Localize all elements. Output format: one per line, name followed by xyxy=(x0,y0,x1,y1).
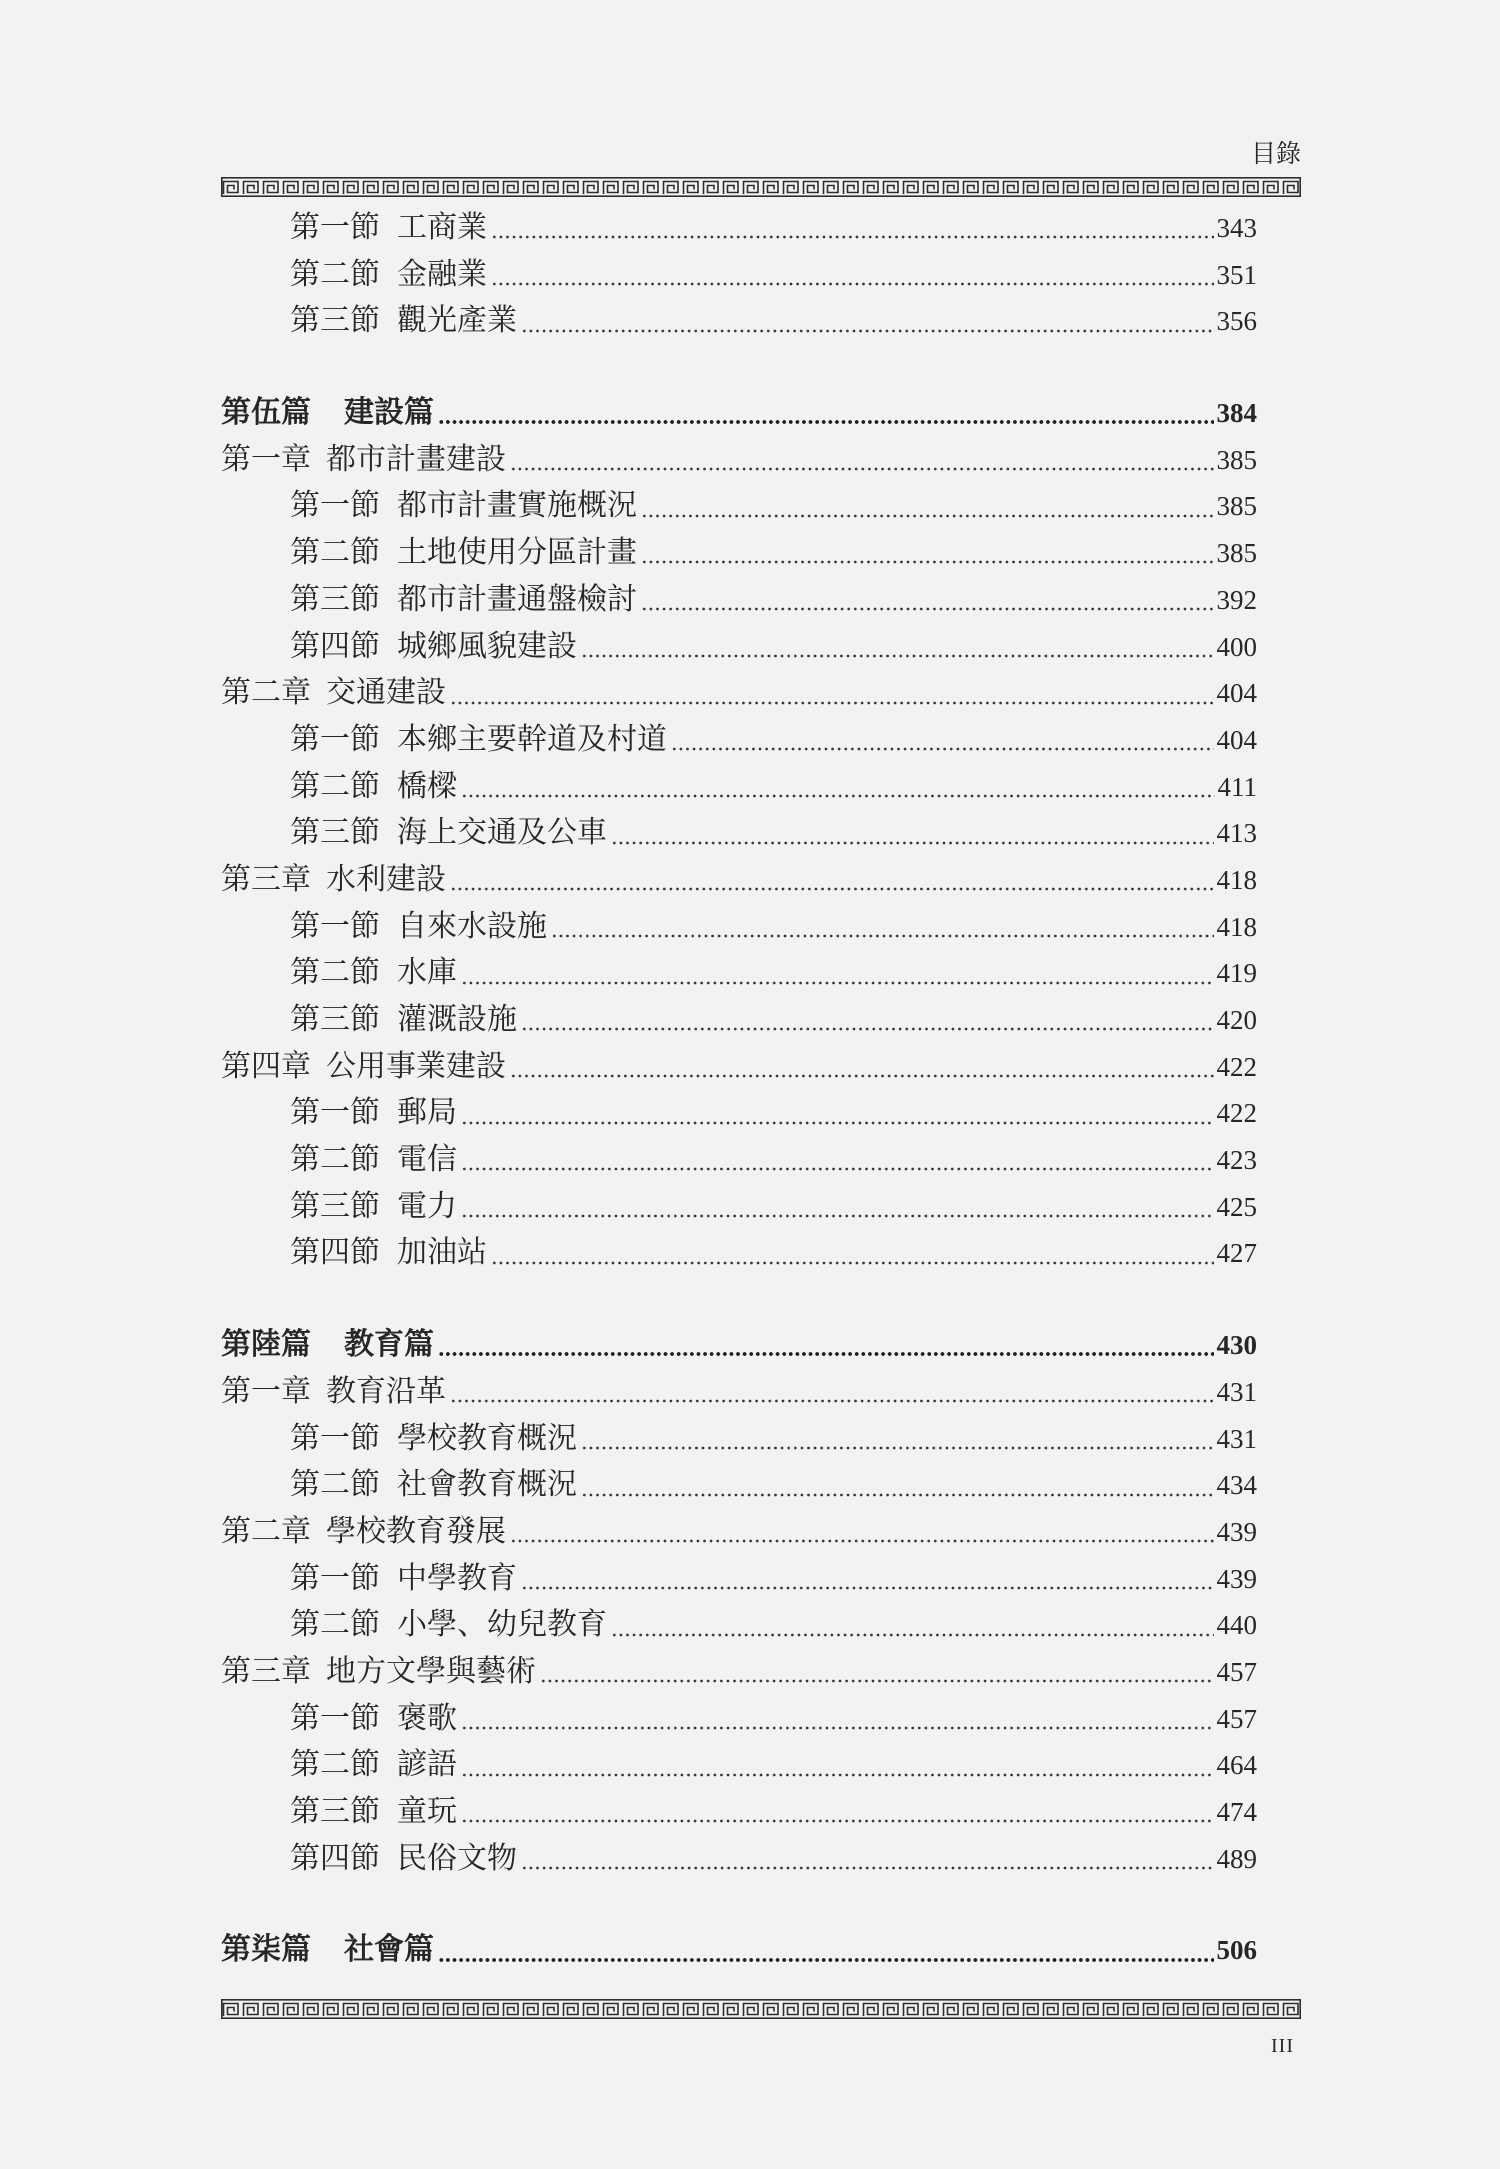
section-page-number: 392 xyxy=(1216,584,1257,615)
section-label: 第一節 xyxy=(290,721,380,757)
toc-part-entry xyxy=(221,1322,1257,1369)
section-page-number: 404 xyxy=(1216,724,1257,755)
toc-section-entry xyxy=(221,904,1257,951)
dot-leader xyxy=(540,1660,1214,1684)
toc-section-entry xyxy=(221,624,1257,671)
toc-section-entry xyxy=(221,1137,1257,1184)
section-label: 第三節 xyxy=(290,303,380,339)
section-label: 第三節 xyxy=(290,1188,380,1224)
toc-section-entry xyxy=(221,1090,1257,1137)
toc-section-entry xyxy=(221,530,1257,577)
dot-leader xyxy=(461,1754,1214,1778)
toc-section-entry xyxy=(221,997,1257,1044)
chapter-page-number: 439 xyxy=(1216,1516,1257,1547)
toc-section-entry xyxy=(221,1789,1257,1836)
section-label: 第二節 xyxy=(290,256,380,292)
dot-leader xyxy=(641,541,1214,565)
dot-leader xyxy=(461,1148,1214,1172)
section-title: 都市計畫實施概況 xyxy=(397,488,637,524)
section-label: 第二節 xyxy=(290,1747,380,1783)
chapter-title: 學校教育發展 xyxy=(326,1513,506,1549)
section-page-number: 385 xyxy=(1216,491,1257,522)
section-title: 城鄉風貌建設 xyxy=(397,628,577,664)
section-title: 電信 xyxy=(397,1142,457,1178)
toc-section-entry xyxy=(221,1416,1257,1463)
chapter-label: 第三章 xyxy=(221,861,311,897)
chapter-page-number: 404 xyxy=(1216,678,1257,709)
section-label: 第三節 xyxy=(290,1002,380,1037)
part-page-number: 384 xyxy=(1216,398,1257,429)
toc-section-entry xyxy=(221,1184,1257,1231)
section-title: 工商業 xyxy=(397,210,487,245)
section-page-number: 385 xyxy=(1216,538,1257,569)
section-page-number: 474 xyxy=(1216,1797,1257,1827)
toc-section-entry xyxy=(221,764,1257,811)
top-ornamental-border xyxy=(221,177,1301,197)
dot-leader xyxy=(521,1847,1214,1871)
dot-leader xyxy=(461,775,1215,799)
toc-section-entry xyxy=(221,1602,1257,1649)
toc-section-entry xyxy=(221,298,1257,345)
chapter-label: 第一章 xyxy=(221,1373,311,1409)
toc-chapter-entry xyxy=(221,1369,1257,1416)
dot-leader xyxy=(641,588,1214,612)
section-label: 第一節 xyxy=(290,1420,380,1456)
dot-leader xyxy=(510,1520,1214,1544)
toc-section-entry xyxy=(221,810,1257,857)
toc-section-entry xyxy=(221,1462,1257,1509)
section-label: 第三節 xyxy=(290,815,380,851)
chapter-title: 教育沿革 xyxy=(326,1373,446,1409)
section-title: 中學教育 xyxy=(397,1560,517,1596)
toc-section-entry xyxy=(221,717,1257,764)
toc-part-group xyxy=(221,205,1257,345)
section-page-number: 423 xyxy=(1216,1145,1257,1176)
part-label: 第柒篇 xyxy=(221,1932,311,1968)
section-title: 自來水設施 xyxy=(397,908,547,944)
chapter-page-number: 431 xyxy=(1216,1376,1257,1407)
toc-section-entry xyxy=(221,1836,1257,1883)
dot-leader xyxy=(581,635,1214,659)
section-page-number: 439 xyxy=(1216,1563,1257,1594)
section-title: 民俗文物 xyxy=(397,1840,517,1876)
dot-leader xyxy=(641,495,1214,519)
toc-section-entry xyxy=(221,950,1257,997)
section-label: 第二節 xyxy=(290,1467,380,1503)
toc-section-entry xyxy=(221,1556,1257,1603)
section-label: 第二節 xyxy=(290,1142,380,1178)
section-page-number: 425 xyxy=(1216,1191,1257,1222)
chapter-page-number: 385 xyxy=(1216,444,1257,475)
toc-chapter-entry xyxy=(221,1044,1257,1091)
section-title: 諺語 xyxy=(397,1747,457,1783)
part-title: 建設篇 xyxy=(344,395,434,431)
toc-chapter-entry xyxy=(221,857,1257,904)
section-label: 第二節 xyxy=(290,1607,380,1643)
section-page-number: 400 xyxy=(1216,631,1257,662)
part-label: 第伍篇 xyxy=(221,395,311,431)
chapter-label: 第二章 xyxy=(221,1513,311,1549)
section-page-number: 434 xyxy=(1216,1470,1257,1501)
part-label: 第陸篇 xyxy=(221,1327,311,1363)
bottom-ornamental-border xyxy=(221,1999,1301,2019)
table-of-contents xyxy=(221,205,1257,1974)
dot-leader xyxy=(551,915,1214,939)
part-title: 教育篇 xyxy=(344,1327,434,1363)
section-title: 本鄉主要幹道及村道 xyxy=(397,721,667,757)
dot-leader xyxy=(521,1567,1214,1591)
section-page-number: 489 xyxy=(1216,1843,1257,1874)
section-page-number: 431 xyxy=(1216,1423,1257,1454)
dot-leader xyxy=(510,448,1214,472)
toc-part-group xyxy=(221,1927,1257,1974)
section-page-number: 351 xyxy=(1216,259,1257,290)
section-page-number: 420 xyxy=(1216,1005,1257,1035)
section-page-number: 422 xyxy=(1216,1098,1257,1129)
part-page-number: 506 xyxy=(1216,1935,1257,1966)
chapter-title: 水利建設 xyxy=(326,861,446,897)
toc-section-entry xyxy=(221,252,1257,299)
dot-leader xyxy=(450,682,1214,706)
toc-section-entry xyxy=(221,205,1257,252)
dot-leader xyxy=(581,1474,1214,1498)
section-label: 第四節 xyxy=(290,1840,380,1876)
toc-chapter-entry xyxy=(221,1649,1257,1696)
toc-part-group xyxy=(221,1322,1257,1882)
section-page-number: 411 xyxy=(1217,771,1257,802)
toc-section-entry xyxy=(221,483,1257,530)
chapter-page-number: 422 xyxy=(1216,1051,1257,1082)
section-title: 小學、幼兒教育 xyxy=(397,1607,607,1643)
section-title: 電力 xyxy=(397,1188,457,1224)
dot-leader xyxy=(510,1055,1214,1079)
toc-section-entry xyxy=(221,1742,1257,1789)
part-title: 社會篇 xyxy=(344,1932,434,1968)
section-page-number: 427 xyxy=(1216,1238,1257,1269)
section-label: 第二節 xyxy=(290,768,380,804)
section-page-number: 464 xyxy=(1216,1750,1257,1781)
chapter-label: 第四章 xyxy=(221,1048,311,1084)
section-label: 第一節 xyxy=(290,908,380,944)
section-title: 灌溉設施 xyxy=(397,1002,517,1037)
dot-leader xyxy=(581,1427,1214,1451)
dot-leader xyxy=(461,962,1214,986)
section-label: 第三節 xyxy=(290,1794,380,1829)
toc-section-entry xyxy=(221,577,1257,624)
chapter-title: 都市計畫建設 xyxy=(326,441,506,477)
part-page-number: 430 xyxy=(1216,1330,1257,1361)
section-page-number: 343 xyxy=(1216,213,1257,243)
toc-chapter-entry xyxy=(221,1509,1257,1556)
dot-leader xyxy=(521,310,1214,334)
section-title: 社會教育概況 xyxy=(397,1467,577,1503)
dot-leader xyxy=(438,1333,1214,1357)
section-page-number: 457 xyxy=(1216,1703,1257,1734)
chapter-label: 第一章 xyxy=(221,441,311,477)
section-title: 水庫 xyxy=(397,955,457,991)
toc-part-entry xyxy=(221,1927,1257,1974)
running-head-title: 目錄 xyxy=(1250,139,1301,168)
section-label: 第二節 xyxy=(290,535,380,571)
toc-section-entry xyxy=(221,1696,1257,1743)
dot-leader xyxy=(521,1008,1214,1032)
section-label: 第一節 xyxy=(290,1095,380,1131)
section-label: 第一節 xyxy=(290,1700,380,1736)
section-title: 土地使用分區計畫 xyxy=(397,535,637,571)
dot-leader xyxy=(438,401,1214,425)
toc-part-entry xyxy=(221,390,1257,437)
chapter-page-number: 457 xyxy=(1216,1656,1257,1687)
chapter-title: 公用事業建設 xyxy=(326,1048,506,1084)
section-page-number: 419 xyxy=(1216,958,1257,989)
section-label: 第四節 xyxy=(290,1235,380,1271)
toc-part-group xyxy=(221,390,1257,1277)
section-title: 學校教育概況 xyxy=(397,1420,577,1456)
toc-chapter-entry xyxy=(221,437,1257,484)
dot-leader xyxy=(461,1102,1214,1126)
section-page-number: 440 xyxy=(1216,1610,1257,1641)
section-title: 金融業 xyxy=(397,256,487,292)
section-label: 第三節 xyxy=(290,581,380,617)
dot-leader xyxy=(491,216,1214,240)
section-title: 海上交通及公車 xyxy=(397,815,607,851)
chapter-title: 地方文學與藝術 xyxy=(326,1653,536,1689)
chapter-title: 交通建設 xyxy=(326,675,446,711)
section-title: 觀光產業 xyxy=(397,303,517,339)
section-page-number: 418 xyxy=(1216,911,1257,942)
section-label: 第一節 xyxy=(290,488,380,524)
section-page-number: 356 xyxy=(1216,306,1257,337)
section-page-number: 413 xyxy=(1216,818,1257,849)
section-title: 橋樑 xyxy=(397,768,457,804)
dot-leader xyxy=(491,263,1214,287)
dot-leader xyxy=(461,1195,1214,1219)
toc-chapter-entry xyxy=(221,670,1257,717)
dot-leader xyxy=(461,1800,1214,1824)
section-title: 加油站 xyxy=(397,1235,487,1271)
dot-leader xyxy=(461,1707,1214,1731)
section-label: 第一節 xyxy=(290,210,380,245)
section-title: 都市計畫通盤檢討 xyxy=(397,581,637,617)
dot-leader xyxy=(438,1939,1214,1963)
chapter-label: 第三章 xyxy=(221,1653,311,1689)
section-title: 童玩 xyxy=(397,1794,457,1829)
dot-leader xyxy=(671,728,1214,752)
dot-leader xyxy=(450,868,1214,892)
dot-leader xyxy=(491,1242,1214,1266)
dot-leader xyxy=(450,1380,1214,1404)
section-label: 第二節 xyxy=(290,955,380,991)
dot-leader xyxy=(611,822,1214,846)
section-label: 第四節 xyxy=(290,628,380,664)
chapter-label: 第二章 xyxy=(221,675,311,711)
section-title: 郵局 xyxy=(397,1095,457,1131)
dot-leader xyxy=(611,1614,1214,1638)
page-number: III xyxy=(1271,2035,1294,2057)
section-title: 褒歌 xyxy=(397,1700,457,1736)
toc-section-entry xyxy=(221,1230,1257,1277)
section-label: 第一節 xyxy=(290,1560,380,1596)
chapter-page-number: 418 xyxy=(1216,864,1257,895)
